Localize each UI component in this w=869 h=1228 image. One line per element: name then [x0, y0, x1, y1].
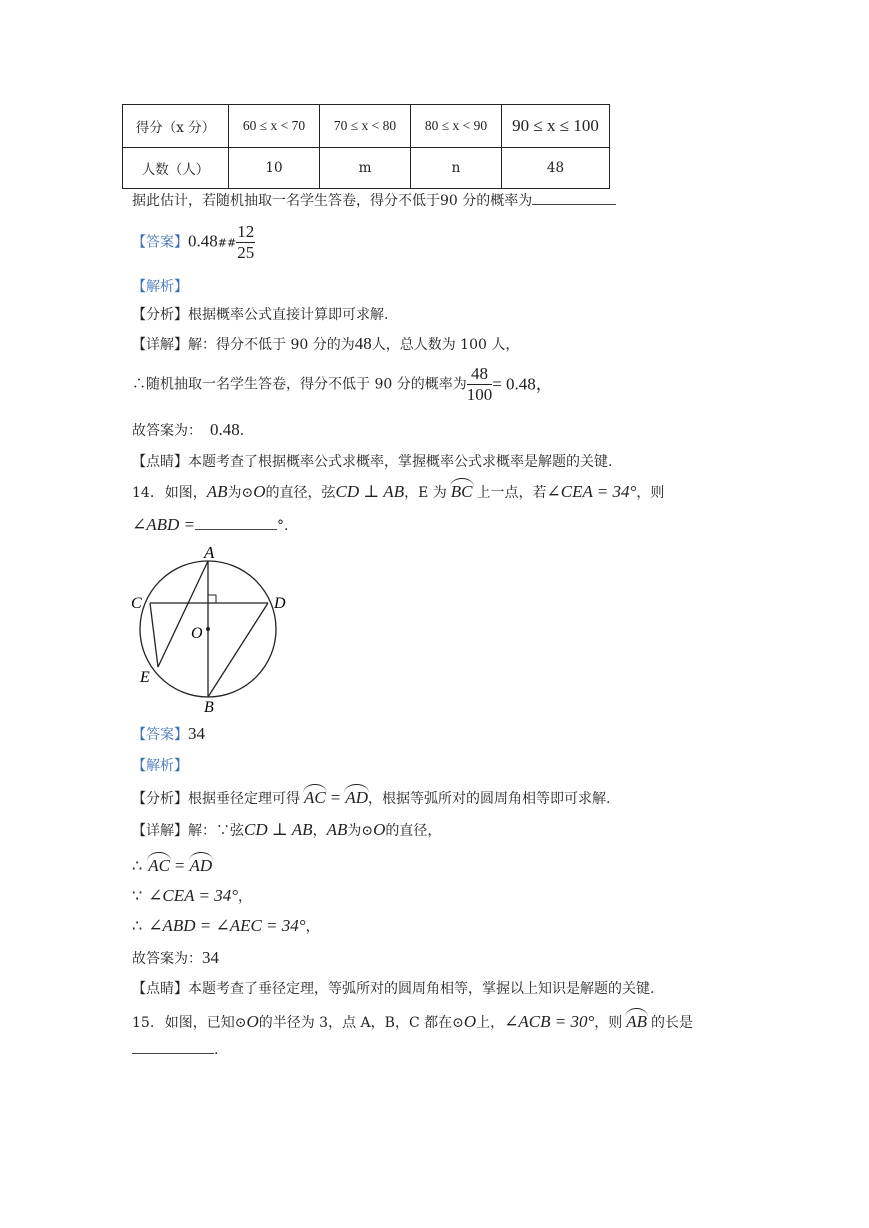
label-o: O: [191, 625, 203, 642]
label-b: B: [204, 699, 214, 715]
q15-stem-line2: [132, 1042, 218, 1058]
math-angle-cea: ∠CEA = 34°: [546, 482, 637, 501]
answer-blank: [195, 527, 277, 530]
q14-answer: [132, 724, 205, 744]
question-number: 15.: [132, 1015, 155, 1031]
stem-text: 为⊙: [227, 485, 254, 501]
q13-analysis-tag: 【解析】: [132, 279, 188, 295]
arc-bc: BC: [450, 482, 473, 501]
final-value: 34: [202, 948, 219, 967]
final-period: .: [239, 423, 245, 439]
dianjing-tag: 【点睛】: [132, 981, 188, 997]
circle-figure: [126, 540, 296, 715]
punctuation: ，: [238, 889, 253, 905]
xiangjie-text: 的直径，: [385, 823, 442, 839]
arc-ad: AD: [345, 788, 368, 807]
stem-text: 的直径，弦: [265, 485, 336, 501]
dianjing-text: 本题考查了根据概率公式求概率，掌握概率公式求概率是解题的关键.: [188, 454, 613, 470]
math-cd-perp-ab: CD ⊥ AB: [244, 820, 313, 839]
score-table: [122, 104, 610, 189]
fraction-numerator: 48: [467, 364, 493, 385]
q14-final: [132, 948, 219, 968]
table-header-cell: 60 ≤ x < 70: [229, 105, 320, 148]
stem-text: 如图，: [164, 485, 207, 501]
q14-step-angle: [132, 886, 252, 906]
question-number: 14.: [132, 485, 155, 501]
table-header-cell: 90 ≤ x ≤ 100: [502, 105, 610, 148]
punctuation: ，: [305, 919, 320, 935]
q14-dianjing: [132, 978, 654, 998]
table-header-cell: 80 ≤ x < 90: [411, 105, 502, 148]
stem-text: ，则: [636, 485, 665, 501]
label-a: A: [204, 543, 215, 562]
table-cell: 10: [229, 148, 320, 189]
math-o: O: [246, 1012, 259, 1031]
q13-probability-line: [132, 364, 553, 405]
dianjing-tag: 【点睛】: [132, 454, 188, 470]
equals-sign: =: [174, 856, 185, 875]
table-cell: 人数（人）: [123, 148, 229, 189]
answer-fraction: [236, 222, 255, 263]
label-d: D: [274, 595, 286, 612]
segment-ea: [158, 561, 208, 667]
xiangjie-text: 人，总人数为 100 人，: [371, 337, 520, 353]
table-cell: 48: [502, 148, 610, 189]
q15-stem: [132, 1012, 693, 1032]
q13-fenxi: [132, 304, 388, 324]
xiangjie-text: 解：得分不低于 90 分的为: [188, 337, 355, 353]
math-angle-cea: ∠CEA = 34°: [148, 886, 239, 905]
math-ab: AB: [326, 820, 348, 839]
right-angle-mark: [208, 595, 216, 603]
arc-ac: AC: [304, 788, 326, 807]
answer-tag: 【答案】: [132, 234, 188, 251]
degree-suffix: °.: [277, 518, 289, 534]
fenxi-text: 根据垂径定理可得: [188, 791, 300, 807]
stem-text: 的长是: [651, 1015, 694, 1031]
therefore-symbol: ∴: [132, 856, 143, 875]
stem-text: 如图，已知⊙: [164, 1015, 247, 1031]
math-angle-acb: ∠ACB = 30°: [504, 1012, 595, 1031]
math-angle-abd-aec: ∠ABD = ∠AEC = 34°: [148, 916, 306, 935]
q14-analysis-tag: 【解析】: [132, 758, 188, 774]
math-angle-abd: ∠ABD =: [132, 515, 196, 534]
stem-text: ，则: [594, 1015, 623, 1031]
segment-db: [208, 603, 268, 697]
period: .: [214, 1042, 219, 1058]
stem-text: 上，: [476, 1015, 505, 1031]
therefore-symbol: ∴: [132, 916, 143, 935]
segment-ce: [150, 603, 158, 667]
q14-step-result: [132, 916, 320, 936]
table-header-cell: 得分（x 分）: [123, 105, 229, 148]
answer-value: 0.48: [188, 231, 218, 251]
q14-fenxi: [132, 788, 610, 808]
answer-value: 34: [188, 724, 205, 743]
answer-separator: ##: [217, 236, 237, 250]
xiangjie-tag: 【详解】: [132, 337, 188, 353]
xiangjie-text: ，: [312, 823, 327, 839]
fraction-numerator: 12: [237, 222, 255, 241]
math-o: O: [253, 482, 266, 501]
math-o: O: [463, 1012, 477, 1031]
q14-xiangjie: [132, 820, 441, 840]
fenxi-tag: 【分析】: [132, 307, 188, 323]
label-e: E: [140, 669, 150, 686]
fenxi-tag: 【分析】: [132, 791, 188, 807]
table-cell: n: [411, 148, 502, 189]
arc-ad: AD: [189, 856, 213, 875]
answer-tag: 【答案】: [132, 727, 188, 743]
stem-text: 的半径为 3，点 A，B，C 都在⊙: [258, 1015, 464, 1031]
q13-xiangjie: [132, 334, 519, 354]
label-c: C: [131, 595, 142, 612]
fraction-denominator: 100: [466, 385, 493, 404]
dianjing-text: 本题考查了垂径定理，等弧所对的圆周角相等，掌握以上知识是解题的关键.: [188, 981, 655, 997]
stem-text: 上一点，若: [476, 485, 547, 501]
final-value: 0.48: [210, 420, 240, 439]
fraction-denominator: 25: [237, 243, 255, 262]
xiangjie-text: 解：∵弦: [188, 823, 244, 839]
math-ab: AB: [206, 482, 228, 501]
q13-stem: [132, 190, 616, 210]
probability-fraction: [467, 364, 493, 405]
answer-blank: [132, 1051, 214, 1054]
math-o: O: [373, 820, 386, 839]
center-point: [206, 627, 210, 631]
fenxi-text: ，根据等弧所对的圆周角相等即可求解.: [368, 791, 611, 807]
probability-text: ∴随机抽取一名学生答卷，得分不低于 90 分的概率为: [132, 376, 467, 393]
q13-stem-text: 据此估计，若随机抽取一名学生答卷，得分不低于90 分的概率为: [132, 193, 533, 209]
q14-stem-line2: [132, 515, 288, 535]
q13-answer: [132, 222, 255, 263]
q13-dianjing: [132, 451, 612, 471]
answer-blank: [532, 202, 616, 205]
because-symbol: ∵: [132, 886, 143, 905]
arc-ac: AC: [148, 856, 170, 875]
q14-stem: [132, 482, 664, 502]
equals-sign: =: [330, 788, 341, 807]
q14-step-arcs: [132, 856, 212, 876]
xiangjie-text: 为⊙: [347, 823, 374, 839]
xiangjie-number: 48: [354, 334, 372, 353]
probability-result: = 0.48，: [492, 374, 553, 394]
final-label: 故答案为：: [132, 951, 202, 967]
table-cell: m: [320, 148, 411, 189]
arc-ab: AB: [626, 1012, 648, 1031]
xiangjie-tag: 【详解】: [132, 823, 188, 839]
stem-text: ，E 为: [404, 485, 447, 501]
table-header-cell: 70 ≤ x < 80: [320, 105, 411, 148]
math-cd-perp-ab: CD ⊥ AB: [335, 482, 405, 501]
final-label: 故答案为：: [132, 423, 202, 439]
q13-final: [132, 420, 244, 440]
fenxi-text: 根据概率公式直接计算即可求解.: [188, 307, 389, 323]
